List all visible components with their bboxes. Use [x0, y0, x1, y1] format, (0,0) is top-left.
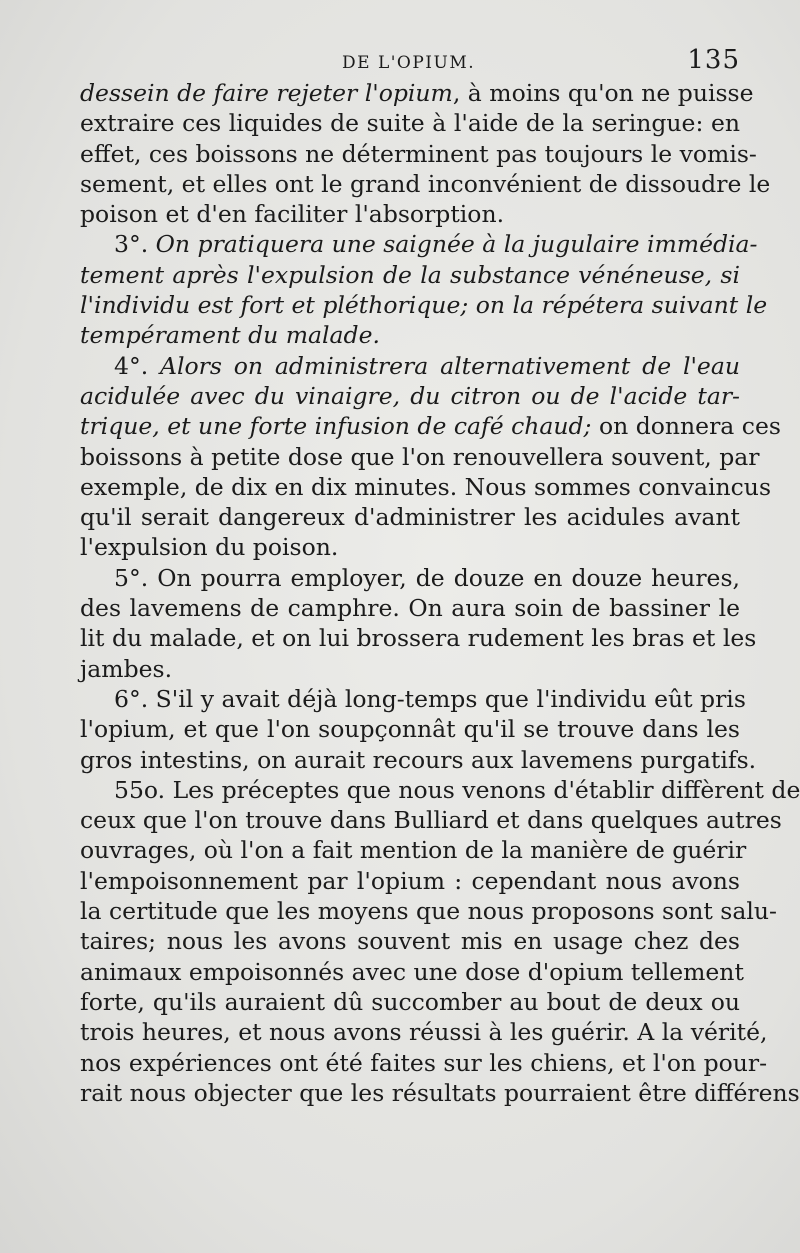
roman-text: la certitude que les moyens que nous proposons sont salu-	[80, 897, 777, 926]
roman-text: exemple, de dix en dix minutes. Nous sommes convaincus	[80, 472, 772, 501]
text-line	[80, 290, 768, 320]
page-number: 135	[687, 45, 740, 75]
text-line	[80, 957, 744, 987]
italic-text: trique, et une forte infusion de café chaud;	[80, 412, 592, 441]
roman-text: qu'il serait dangereux d'administrer les acidules avant	[80, 503, 740, 532]
roman-text: l'empoisonnement par l'opium : cependant nous avons	[80, 866, 740, 895]
roman-text: forte, qu'ils auraient dû succomber au bout de deux ou	[80, 987, 740, 1016]
text-line	[80, 896, 777, 926]
text-line	[80, 532, 740, 562]
roman-text: extraire ces liquides de suite à l'aide de la seringue: en	[80, 109, 740, 138]
italic-text: On pratiquera une saignée à la jugulaire immédia-	[155, 230, 758, 259]
roman-text: nos expériences ont été faites sur les chiens, et l'on pour-	[80, 1048, 768, 1077]
running-head: DE L'OPIUM.	[342, 53, 476, 73]
roman-text: animaux empoisonnés avec une dose d'opium tellement	[80, 957, 744, 986]
text-line	[80, 502, 740, 532]
text-line	[80, 926, 740, 956]
roman-text: ouvrages, où l'on a fait mention de la manière de guérir	[80, 836, 747, 865]
italic-text: Alors on administrera alternativement de l'eau	[160, 351, 740, 380]
italic-text: dessein de faire rejeter l'opium	[80, 79, 453, 107]
text-line	[80, 805, 782, 835]
roman-text: des lavemens de camphre. On aura soin de bassiner le	[80, 594, 740, 623]
roman-text: effet, ces boissons ne déterminent pas toujours le vomis-	[80, 139, 757, 168]
roman-text: ceux que l'on trouve dans Bulliard et dans quelques autres	[80, 806, 782, 835]
roman-text: trois heures, et nous avons réussi à les guérir. A la vérité,	[80, 1018, 768, 1047]
text-line	[80, 684, 746, 714]
roman-text: l'expulsion du poison.	[80, 533, 339, 562]
roman-text: on donnera ces	[591, 412, 781, 441]
text-line	[80, 320, 740, 350]
text-line	[80, 351, 740, 381]
text-line	[80, 654, 740, 684]
text-line	[80, 139, 757, 169]
text-line	[80, 199, 740, 229]
text-line	[80, 472, 772, 502]
roman-text: poison et d'en faciliter l'absorption.	[80, 200, 505, 229]
text-line	[80, 381, 740, 411]
text-line	[80, 229, 758, 259]
text-line	[80, 593, 740, 623]
roman-text: l'opium, et que l'on soupçonnât qu'il se trouve dans les	[80, 715, 740, 744]
text-line	[80, 623, 757, 653]
italic-text: tempérament du malade.	[80, 321, 380, 350]
italic-text: l'individu est fort et pléthorique; on la répétera suivant le	[80, 291, 768, 320]
italic-text: acidulée avec du vinaigre, du citron ou de l'acide tar-	[80, 381, 740, 410]
text-line	[80, 108, 740, 138]
text-line	[80, 775, 800, 805]
text-line	[80, 411, 781, 441]
text-line	[80, 866, 740, 896]
roman-text: 5°. On pourra employer, de douze en douze heures,	[114, 563, 740, 592]
text-line	[80, 987, 740, 1017]
text-line	[80, 442, 760, 472]
text-line	[80, 835, 747, 865]
text-line	[80, 1048, 768, 1078]
roman-text: gros intestins, on aurait recours aux lavemens purgatifs.	[80, 745, 757, 774]
text-line	[80, 260, 740, 290]
text-line	[80, 714, 740, 744]
text-line	[80, 745, 757, 775]
text-line	[80, 1078, 800, 1108]
roman-text: 3°.	[114, 230, 156, 259]
roman-text: boissons à petite dose que l'on renouvellera souvent, par	[80, 442, 760, 471]
roman-text: 6°. S'il y avait déjà long-temps que l'individu eût pris	[114, 684, 746, 713]
roman-text: , à moins qu'on ne puisse	[452, 79, 754, 107]
text-line	[80, 563, 740, 593]
italic-text: tement après l'expulsion de la substance vénéneuse, si	[80, 260, 740, 289]
roman-text: sement, et elles ont le grand inconvénient de dissoudre le	[80, 169, 771, 198]
text-line	[80, 78, 754, 108]
roman-text: taires; nous les avons souvent mis en usage chez des	[80, 927, 740, 956]
roman-text: 55o. Les préceptes que nous venons d'établir diffèrent de	[114, 775, 800, 804]
text-line	[80, 1017, 768, 1047]
roman-text: jambes.	[80, 654, 173, 683]
roman-text: rait nous objecter que les résultats pourraient être différens	[80, 1078, 800, 1107]
body-text	[80, 78, 800, 1108]
roman-text: lit du malade, et on lui brossera rudement les bras et les	[80, 624, 757, 653]
roman-text: 4°.	[114, 351, 161, 380]
text-line	[80, 169, 771, 199]
